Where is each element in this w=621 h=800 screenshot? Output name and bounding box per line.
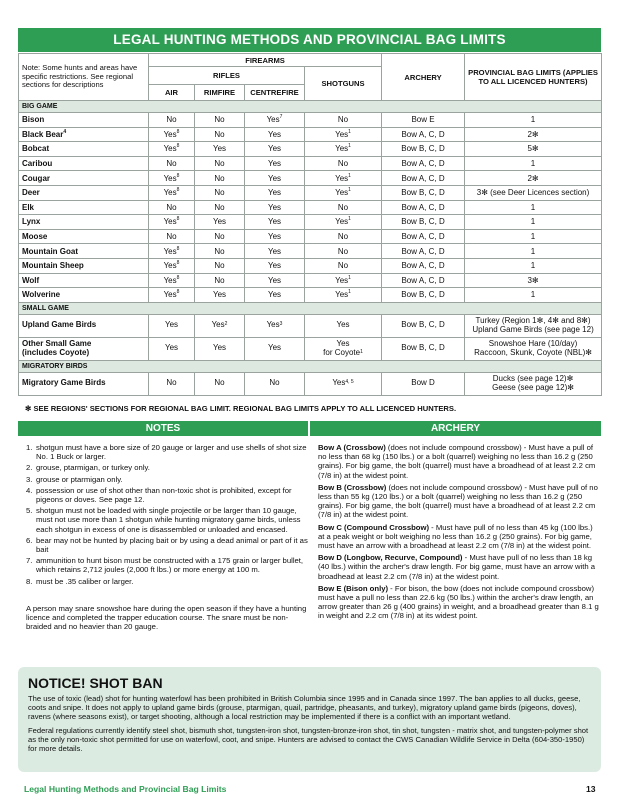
air-value: Yes$^8$	[149, 244, 195, 259]
centrefire-value: Yes	[245, 185, 305, 200]
shotgun-value: Yes$^1$	[305, 273, 382, 288]
archery-value: Bow D	[382, 372, 465, 395]
header-centrefire: CENTREFIRE	[245, 85, 305, 101]
table-row	[19, 142, 602, 157]
air-value: No	[149, 372, 195, 395]
species-name: Mountain Goat	[19, 244, 149, 259]
rimfire-value: Yes	[195, 142, 245, 157]
bag-limit-value: Turkey (Region 1✻, 4✻ and 8✻) Upland Game Birds (see page 12)	[465, 314, 602, 337]
table-note: Note: Some hunts and areas have specific restrictions. See regional sections for descriptions	[19, 54, 149, 101]
rimfire-value: No	[195, 258, 245, 273]
rimfire-value: Yes	[195, 337, 245, 360]
air-value: Yes$^8$	[149, 258, 195, 273]
centrefire-value: Yes	[245, 215, 305, 230]
shotgun-value: No	[305, 113, 382, 128]
species-name: Migratory Game Birds	[19, 372, 149, 395]
species-name: Caribou	[19, 156, 149, 171]
species-name: Lynx	[19, 215, 149, 230]
archery-value: Bow A, C, D	[382, 127, 465, 142]
section-big-game: BIG GAME	[19, 101, 602, 113]
centrefire-value: Yes	[245, 142, 305, 157]
notice-paragraph: The use of toxic (lead) shot for hunting waterfowl has been prohibited in British Columbia since 1995 and in Canada since 1997. The ban applies to all ducks, geese, coots and snipe. It does not apply to upland game birds (grouse, ptarmigan, quail, partridge, pheasants, and turkey), migratory upland game birds (pigeons, doves), ravens (where seasons exist), or target shooting, although a local restriction may be implemented if there is a conflict with an important wetland.	[28, 694, 581, 722]
archery-value: Bow A, C, D	[382, 258, 465, 273]
rimfire-value: No	[195, 127, 245, 142]
centrefire-value: No	[245, 372, 305, 395]
bag-limit-value: 1	[465, 113, 602, 128]
archery-value: Bow E	[382, 113, 465, 128]
table-row	[19, 200, 602, 215]
table-row	[19, 288, 602, 303]
archery-value: Bow B, C, D	[382, 185, 465, 200]
rimfire-value: No	[195, 113, 245, 128]
rimfire-value: No	[195, 273, 245, 288]
species-name: Mountain Sheep	[19, 258, 149, 273]
air-value: No	[149, 156, 195, 171]
list-item: 1. shotgun must have a bore size of 20 gauge or larger and use shells of shot size No. 1 Buck or larger.	[26, 443, 307, 462]
snare-note: A person may snare snowshoe hare during the open season if they have a hunting licence and completed the trapper education course. The snare must be non-braided and no heavier than 20 gauge.	[26, 604, 307, 632]
big-game-rows	[19, 113, 602, 303]
air-value: Yes$^8$	[149, 215, 195, 230]
shotgun-value: Yes$^1$	[305, 288, 382, 303]
rimfire-value: No	[195, 244, 245, 259]
notice-paragraph: Federal regulations currently identify steel shot, bismuth shot, tungsten-iron shot, tungsten-bronze-iron shot, tin shot, tungsten - matrix shot, and tungsten-polymer shot as the only non-toxic shot permitted for use on waterfowl, coot, and snipe. Hunters are advised to contact the CWS Canadian Wildlife Service in Delta (604-350-1950) for more details.	[28, 725, 589, 754]
list-item: 6. bear may not be hunted by placing bait or by using a dead animal or part of it as bait	[26, 535, 308, 555]
header-firearms: FIREARMS	[149, 54, 382, 67]
species-name: Elk	[19, 200, 149, 215]
section-migratory: MIGRATORY BIRDS	[19, 360, 602, 372]
rimfire-value: No	[195, 229, 245, 244]
table-row	[19, 127, 602, 142]
air-value: No	[149, 113, 195, 128]
archery-item: Bow D (Longbow, Recurve, Compound) - Must have pull of no less than 18 kg (40 lbs.) within the archer's draw length. For big game, must have an arrow with a broadhead at least 2.2 cm (7/8 in) at the widest point.	[318, 553, 596, 581]
page-number: 13	[586, 784, 596, 794]
air-value: Yes$^8$	[149, 288, 195, 303]
footer-title: Legal Hunting Methods and Provincial Bag Limits	[24, 784, 227, 794]
air-value: Yes$^8$	[149, 273, 195, 288]
centrefire-value: Yes	[245, 288, 305, 303]
air-value: Yes$^8$	[149, 171, 195, 186]
rimfire-value: No	[195, 185, 245, 200]
air-value: Yes$^8$	[149, 127, 195, 142]
table-row	[19, 229, 602, 244]
shotgun-value: No	[305, 258, 382, 273]
table-row	[19, 372, 602, 395]
species-name: Moose	[19, 229, 149, 244]
shotgun-value: Yes$^{4, 5}$	[305, 372, 382, 395]
bag-limit-value: 2✻	[465, 127, 602, 142]
table-row	[19, 215, 602, 230]
air-value: Yes	[149, 314, 195, 337]
archery-value: Bow B, C, D	[382, 215, 465, 230]
regions-note: ✻ SEE REGIONS' SECTIONS FOR REGIONAL BAG LIMIT. REGIONAL BAG LIMITS APPLY TO ALL LICENCED HUNTERS.	[25, 404, 457, 413]
species-name: Upland Game Birds	[19, 314, 149, 337]
archery-value: Bow B, C, D	[382, 314, 465, 337]
archery-value: Bow B, C, D	[382, 288, 465, 303]
shotgun-value: Yes for Coyote$^1$	[305, 337, 382, 360]
bag-limit-value: 1	[465, 156, 602, 171]
table-row	[19, 337, 602, 360]
rimfire-value: Yes	[195, 288, 245, 303]
air-value: No	[149, 229, 195, 244]
list-item: 4. possession or use of shot other than non-toxic shot is prohibited, except for pigeons or doves. See page 12.	[26, 485, 292, 505]
header-rimfire: RIMFIRE	[195, 85, 245, 101]
header-archery: ARCHERY	[382, 54, 465, 101]
bag-limits-table	[18, 53, 602, 396]
bag-limit-value: Ducks (see page 12)✻ Geese (see page 12)✻	[465, 372, 602, 395]
archery-value: Bow A, C, D	[382, 200, 465, 215]
archery-value: Bow A, C, D	[382, 273, 465, 288]
rimfire-value: No	[195, 171, 245, 186]
archery-value: Bow A, C, D	[382, 244, 465, 259]
table-row	[19, 244, 602, 259]
header-bag-limits: PROVINCIAL BAG LIMITS (APPLIES TO ALL LICENCED HUNTERS)	[465, 54, 602, 101]
centrefire-value: Yes	[245, 258, 305, 273]
rimfire-value: No	[195, 156, 245, 171]
bag-limit-value: 1	[465, 258, 602, 273]
archery-list	[318, 443, 600, 624]
air-value: Yes$^8$	[149, 142, 195, 157]
shotgun-value: No	[305, 200, 382, 215]
centrefire-value: Yes	[245, 156, 305, 171]
centrefire-value: Yes	[245, 171, 305, 186]
air-value: No	[149, 200, 195, 215]
bag-limit-value: 1	[465, 229, 602, 244]
table-row	[19, 185, 602, 200]
shotgun-value: Yes$^1$	[305, 185, 382, 200]
rimfire-value: Yes$^2$	[195, 314, 245, 337]
species-name: Bobcat	[19, 142, 149, 157]
bag-limit-value: 1	[465, 215, 602, 230]
shotgun-value: Yes$^1$	[305, 171, 382, 186]
species-name: Wolf	[19, 273, 149, 288]
table-row	[19, 314, 602, 337]
species-name: Black Bear$^4$	[19, 127, 149, 142]
list-item: 3. grouse or ptarmigan only.	[26, 474, 123, 484]
list-item: 2. grouse, ptarmigan, or turkey only.	[26, 463, 150, 473]
centrefire-value: Yes$^3$	[245, 314, 305, 337]
bag-limit-value: 1	[465, 244, 602, 259]
species-name: Wolverine	[19, 288, 149, 303]
bag-limit-value: 2✻	[465, 171, 602, 186]
centrefire-value: Yes	[245, 200, 305, 215]
archery-item: Bow E (Bison only) - For bison, the bow (does not include compound crossbow) must have a pull no less than 22.6 kg (50 lbs.) within the archer's draw length, an arrow greater than 26 g (400 grains) in weight, and a broadhead greater than 8.1 g in weight and 2.2 cm (7/8 in) at its widest point.	[318, 583, 599, 621]
bag-limit-value: Snowshoe Hare (10/day) Raccoon, Skunk, Coyote (NBL)✻	[465, 337, 602, 360]
shotgun-value: No	[305, 229, 382, 244]
table-row	[19, 113, 602, 128]
archery-value: Bow B, C, D	[382, 337, 465, 360]
species-name: Deer	[19, 185, 149, 200]
table-row	[19, 171, 602, 186]
bag-limit-value: 3✻ (see Deer Licences section)	[465, 185, 602, 200]
species-name: Bison	[19, 113, 149, 128]
archery-item: Bow B (Crossbow) (does not include compound crossbow) - Must have pull of no less than 55 kg (120 lbs.) or a bolt (quarrel) weighing no less than 16.2 g (250 grains). For big game, the bolt (quarrel) must have a broadhead of at least 2.2 cm (7/8 in) at the widest point.	[318, 482, 598, 520]
list-item: 8. must be .35 caliber or larger.	[26, 576, 134, 586]
table-row	[19, 156, 602, 171]
species-name: Other Small Game (includes Coyote)	[19, 337, 149, 360]
notice-heading: NOTICE! SHOT BAN	[28, 675, 163, 691]
archery-value: Bow B, C, D	[382, 142, 465, 157]
page-title: LEGAL HUNTING METHODS AND PROVINCIAL BAG LIMITS	[18, 28, 601, 52]
centrefire-value: Yes	[245, 244, 305, 259]
header-rifles: RIFLES	[149, 67, 305, 85]
shotgun-value: Yes$^1$	[305, 127, 382, 142]
shotgun-value: Yes$^1$	[305, 142, 382, 157]
archery-item: Bow C (Compound Crossbow) - Must have pull of no less than 45 kg (100 lbs.) at a peak weight or bolt weighing no less than 16.2 g (250 grains). For big game, must have an arrow with a broadhead at least 2.2 cm (7/8 in) at the widest point.	[318, 522, 593, 551]
rimfire-value: Yes	[195, 215, 245, 230]
archery-heading: ARCHERY	[310, 421, 601, 436]
header-shotguns: SHOTGUNS	[305, 67, 382, 101]
archery-value: Bow A, C, D	[382, 171, 465, 186]
rimfire-value: No	[195, 200, 245, 215]
section-small-game: SMALL GAME	[19, 302, 602, 314]
bag-limit-value: 3✻	[465, 273, 602, 288]
table-row	[19, 258, 602, 273]
notes-heading: NOTES	[18, 421, 308, 436]
list-item: 7. ammunition to hunt bison must be constructed with a 175 grain or larger bullet, which retains 2,712 joules (2,000 ft lbs.) or more energy at 100 m.	[26, 556, 304, 575]
notes-list	[26, 443, 310, 588]
centrefire-value: Yes	[245, 127, 305, 142]
shotgun-value: No	[305, 156, 382, 171]
shotgun-value: Yes$^1$	[305, 215, 382, 230]
centrefire-value: Yes	[245, 229, 305, 244]
list-item: 5. shotgun must not be loaded with single projectile or be larger than 10 gauge, must not use more than 1 shotgun while hunting migratory game birds, unless each shotgun in excess of one is disassembled or unloaded and encased.	[26, 506, 301, 534]
archery-value: Bow A, C, D	[382, 156, 465, 171]
centrefire-value: Yes	[245, 337, 305, 360]
shotgun-value: Yes	[305, 314, 382, 337]
rimfire-value: No	[195, 372, 245, 395]
header-air: AIR	[149, 85, 195, 101]
archery-item: Bow A (Crossbow) (does not include compound crossbow) - Must have a pull of no less than 68 kg (150 lbs.) or a bolt (quarrel) weighing no less than 16.2 g (250 grains). For big game, the bolt (quarrel) must have a broadhead of at least 2.2 cm (7/8 in) at the widest point.	[318, 443, 596, 480]
air-value: Yes	[149, 337, 195, 360]
notice-box	[18, 667, 601, 772]
centrefire-value: Yes	[245, 273, 305, 288]
centrefire-value: Yes$^7$	[245, 113, 305, 128]
archery-value: Bow A, C, D	[382, 229, 465, 244]
bag-limit-value: 1	[465, 288, 602, 303]
species-name: Cougar	[19, 171, 149, 186]
shotgun-value: No	[305, 244, 382, 259]
air-value: Yes$^8$	[149, 185, 195, 200]
bag-limit-value: 1	[465, 200, 602, 215]
table-row	[19, 273, 602, 288]
bag-limit-value: 5✻	[465, 142, 602, 157]
